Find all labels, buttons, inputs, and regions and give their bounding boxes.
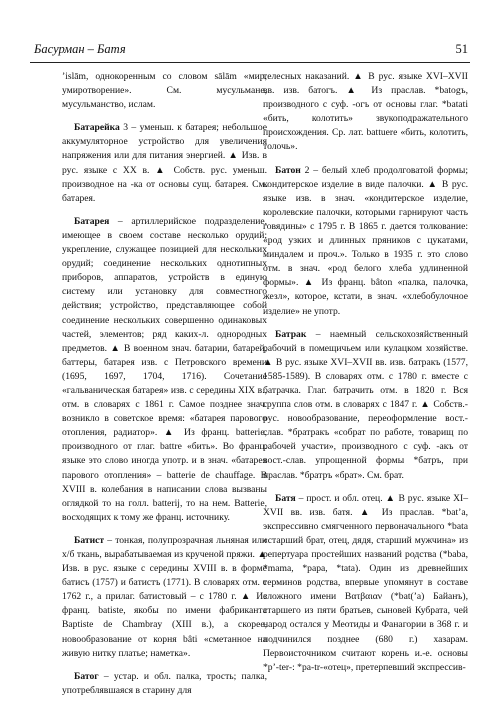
entry-text: 2 – белый хлеб продолговатой формы; кондитерское изделие в виде палочки. ▲ В рус. языке изв. в знач. «кондитерское изделие, королевские палочки, которыми гарнируют часть говядины» с 1795 г. В 1865 г. дается толкование: «род узких и длинных пряников с цукатами, миндалем и проч.». Только в 1935 г. это слово отм. в знач. «род белого хлеба удлиненной формы». ▲ Из франц. bâton «палка, палочка, жезл», которое, кстати, в знач. «хлебобулочное изделие» не употр. — [263, 164, 468, 317]
dictionary-entry — [62, 670, 267, 698]
headword: Батист — [74, 534, 105, 546]
headword: Батог — [74, 670, 99, 682]
dictionary-entry — [263, 164, 468, 319]
left-column — [62, 70, 267, 698]
running-header — [30, 40, 470, 63]
headword: Батарея — [74, 215, 110, 227]
headword: Батя — [275, 492, 296, 504]
page-number: 51 — [455, 42, 468, 56]
dictionary-entry — [62, 215, 267, 525]
entry-text: – тонкая, полупрозрачная льняная или х/б ткань, вырабатываемая из крученой пряжи. ▲ Изв. в рус. языке с середины XVIII в. в форме батисъ (1757) и батистъ (1771). В словарях отм. с 1762 г., а прилаг. батистовый – с 1780 г. ▲ Из франц. batiste, якобы по имени фабриканта Baptiste de Chambray (XIII в.), а скорее, новообразование от корня bâti «сметанное на живую нитку платье; наметка». — [62, 534, 267, 659]
entry-text: – артиллерийское подразделение, имеющее в своем составе несколько орудий; укрепление, служащее позицией для нескольких орудий; соединение нескольких однотипных приборов, аппаратов, устройств в единую систему или установку для совместного действия; устройство, представляющее собой соединение нескольких совершенно одинаковых частей, элементов; ряд каких-л. однородных предметов. ▲ В военном знач. батарии, батарей, баттеры, батарея изв. с Петровского времени (1695, 1697, 1704, 1716). Сочетание «гальваническая батарея» изв. с середины XIX в., отм. в словарях с 1861 г. Самое позднее знач. возникло в советское время: «батарея парового отопления, радиатор». ▲ Из франц. batterie, производного от глаг. battre «бить». Во франц. языке это слово иногда употр. и в знач. «батарея парового отопления» – batterie de chauffage. В XVIII в. колебания в написании слова вызваны оглядкой то на голл. batterij, то на нем. Batterie, восходящих к тому же франц. источнику. — [62, 215, 267, 523]
dictionary-entry — [263, 328, 468, 483]
entry-text: – прост. и обл. отец. ▲ В рус. языке XI–XVII вв. изв. батя. ▲ Из праслав. *batʼa, экспрессивно смягченного первоначального *bata «старший брат, отец, дядя, старший мужчина» из репертуара простейших названий родства (*baba, *mama, *papa, *tata). Один из древнейших терминов родства, впервые упомянут в составе сложного имени Βατβαιαν (*bat(ʼa) Бaйaнъ), старшего из пяти братьев, сыновей Кубрата, чей народ остался у Меотиды и Фанагории в 368 г. и подчинился позднее (680 г.) хазарам. Первоисточником считают корень и.-е. основы *pʼ-ter-: *pa-tr-«отец», претерпевший экспрессив- — [263, 492, 468, 673]
dictionary-entry — [62, 534, 267, 661]
entry-text: – устар. и обл. палка, трость; палка, употреблявшаяся в старину для — [62, 670, 267, 696]
headword: Батарейка — [74, 122, 120, 134]
right-column — [263, 70, 468, 675]
dictionary-entry — [263, 492, 468, 675]
running-head-title: Басурман – Батя — [34, 42, 126, 56]
entry-text: 3 – уменьш. к батарея; небольшое аккумуляторное устройство для увеличения напряжения или для питания энергией. ▲ Изв. в рус. языке с XX в. ▲ Собств. рус. уменьш. производное на -ка от основы сущ. батарея. См. батарея. — [62, 122, 267, 204]
dictionary-entry — [62, 121, 267, 206]
entry-text: – наемный сельскохозяйственный рабочий в помещичьем или кулацком хозяйстве. ▲ В рус. языке XVI–XVII вв. изв. батракъ (1577, 1585-1589). В словарях отм. с 1780 г. вместе с батрачка. Глаг. батрачить отм. в 1820 г. Вся группа слов отм. в словарях с 1847 г. ▲ Собств.-рус. новообразование, переоформление вост.-слав. *братракъ «собрат по работе, товарищ по рабочей участи», производного с суф. -акъ от вост.-слав. упрощенной формы *батръ, при праслав. *братръ «брат». См. брат. — [263, 328, 468, 481]
headword: Батрак — [275, 328, 307, 340]
headword: Батон — [275, 164, 301, 176]
paragraph: телесных наказаний. ▲ В рус. языке XVI–XVII вв. изв. батогъ. ▲ Из праслав. *batogъ, производного с суф. -огъ от основы глаг. *batati «бить, колотить» звукоподражательного происхождения. Ср. лат. battuere «бить, колотить, толочь». — [263, 71, 468, 153]
paragraph: ʼislām, однокоренным со словом sālām «мир, умиротворение». См. мусульмане, мусульманство, ислам. — [62, 71, 267, 111]
